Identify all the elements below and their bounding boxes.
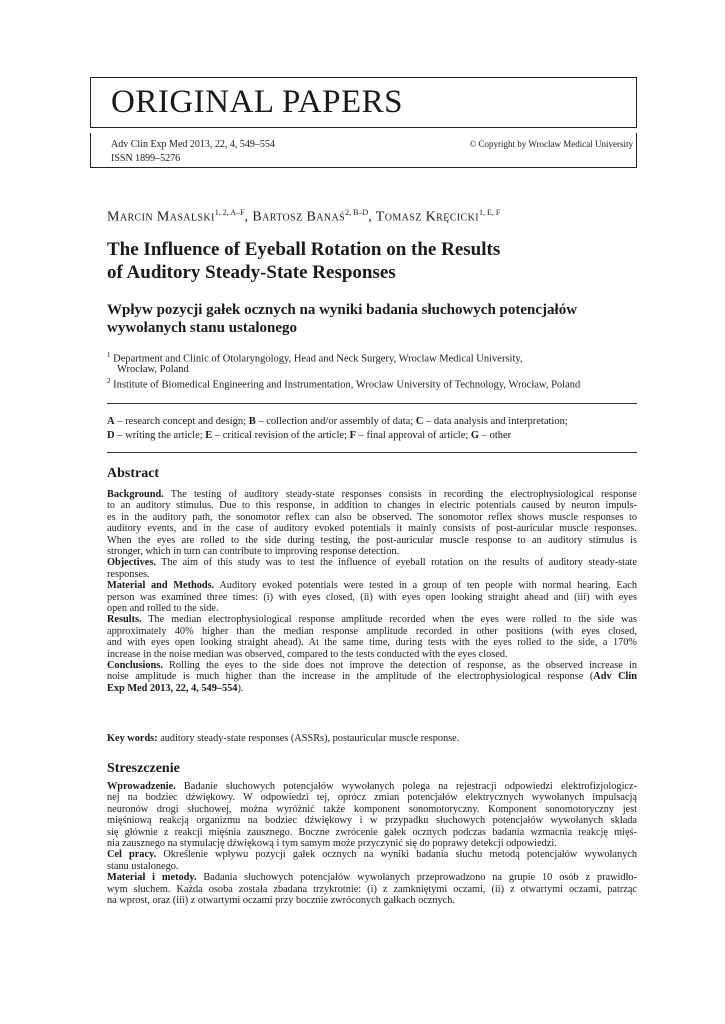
abstract-line [107,683,637,694]
abstract-line [107,592,637,603]
author-name: Tomasz Kręcicki [375,209,479,225]
copyright: © Copyright by Wroclaw Medical University [469,139,633,149]
contribution-text: – collection and/or assembly of data; [255,416,416,427]
contribution-code: E [205,430,213,441]
contribution-text: – research concept and design; [114,416,249,427]
contribution-code: C [415,416,424,427]
contribution-code: B [248,416,256,427]
abstract-text: Rolling the eyes to the side does not improve the detection of response, as the observed increase in [162,660,637,671]
streszczenie-line [107,804,637,815]
affiliation-2-text: Institute of Biomedical Engineering and Instrumentation, Wroclaw University of Technology, Wrocław, Poland [113,379,581,391]
abstract-line [107,546,637,557]
abstract-label: Results. [107,614,142,626]
contribution-text: – critical revision of the article; [212,430,350,441]
affiliation-1 [107,351,523,365]
contribution-code: F [349,430,357,441]
abstract-line [107,626,637,637]
abstract-text: and with eyes open looking straight ahead). At the same time, during tests with the eyes rolled to the side, a 170% [107,637,637,649]
author-sup: 1, E, F [478,208,501,217]
abstract-label: Adv Clin [593,671,637,683]
streszczenie-label: Wprowadzenie. [107,781,176,792]
abstract-label: Conclusions. [107,660,163,671]
streszczenie-text: nej na bodziec dźwiękowy. W odpowiedzi tej, oprócz zmian potencjałów elektrycznych wywołanych impulsacją [107,792,637,804]
streszczenie-line [107,838,637,849]
author-name: Marcin Masalski [107,209,215,225]
contribution-code: A [107,416,115,427]
streszczenie-text: nia zausznego na stymulację dźwiękową i tym samym może przyczynić się do poprawy detekcji odpowiedzi. [107,838,557,849]
abstract-line [107,614,637,625]
divider-bottom [107,452,637,453]
affiliation-1-text: Department and Clinic of Otolaryngology, Head and Neck Surgery, Wroclaw Medical University, [113,353,523,365]
abstract-text: approximately 40% higher than the median response amplitude recorded in other positions (with eyes closed, [107,625,637,637]
abstract-label: Background. [107,489,164,500]
streszczenie-label: Materiał i metody. [107,872,197,884]
contribution-code: D [107,430,115,441]
keywords-label: Key words: [107,733,158,744]
abstract-text: The median electrophysiological response amplitude recorded when the eyes were rolled to the side was [141,614,637,626]
abstract-text: When the eyes are rolled to the side during testing, the post-auricular muscle response to an auditory stimulus is [107,534,637,546]
contribution-text: – final approval of article; [356,430,471,441]
streszczenie-line [107,872,637,883]
streszczenie-line [107,849,637,860]
abstract-text: The aim of this study was to test the influence of eyeball rotation on the results of auditory steady-state [155,557,637,569]
streszczenie-text: na wprost, oraz (iii) z otwartymi oczami przy bocznie zwróconych gałkach ocznych. [107,895,455,906]
abstract-text: The testing of auditory steady-state responses consists in recording the electrophysiological response [163,489,637,500]
streszczenie-line [107,895,637,906]
divider-top [107,403,637,404]
abstract-line [107,603,637,614]
journal-citation [111,139,275,150]
streszczenie-line [107,884,637,895]
abstract-label: Material and Methods. [107,580,215,592]
abstract-line [107,500,637,511]
abstract-text: increase in the noise median was observed, compared to the tests conducted with the eyes closed. [107,648,508,660]
abstract-line [107,660,637,671]
abstract-text: Auditory evoked potentials were tested in a group of ten people with normal hearing. Each [214,580,637,592]
abstract-text: person was examined three times: (i) with eyes closed, (ii) with eyes open looking straight ahead and (iii) with eyes [107,591,637,603]
journal-info-box [90,133,637,168]
streszczenie-text: neuronów drogi słuchowej, można wyróżnić także komponent sonomotoryczny. Komponent sonomotoryczny jest [107,803,637,815]
author-sup: 1, 2, A–F [214,208,245,217]
affiliation-2 [107,377,580,391]
abstract-line [107,569,637,580]
streszczenie-heading: Streszczenie [107,761,180,776]
issn: ISSN 1899–5276 [111,153,181,164]
abstract-label: Exp Med 2013, 22, 4, 549–554 [107,682,238,694]
abstract-text: auditory events, and in the case of auditory evoked potentials it mainly consists of post-auricular muscle responses. [107,523,637,535]
abstract-label: Objectives. [107,557,156,569]
abstract-text: noise amplitude is much higher than the increase in the amplitude of the electrophysiological response ( [107,671,594,683]
abstract-line [107,512,637,523]
contribution-text: – writing the article; [114,430,206,441]
title-en-line-2: of Auditory Steady-State Responses [107,262,396,283]
abstract-line [107,671,637,682]
abstract-line [107,580,637,591]
affiliation-1-cont: Wrocław, Poland [117,364,189,375]
streszczenie-line [107,792,637,803]
abstract-line [107,649,637,660]
journal-citation-text: Adv Clin Exp Med 2013, 22, 4, 549–554 [111,139,275,150]
abstract-line [107,489,637,500]
streszczenie-label: Cel pracy. [107,849,157,861]
author-separator: , [368,209,376,225]
title-pl-line-1: Wpływ pozycji gałek ocznych na wyniki badania słuchowych potencjałów [107,302,578,318]
streszczenie-line [107,781,637,792]
streszczenie-line [107,827,637,838]
abstract-text: es in the auditory path, the sonomotor reflex can also be observed. The sonomotor reflex shows muscle responses to [107,511,637,523]
abstract-line [107,557,637,568]
streszczenie-line [107,861,637,872]
affiliation-2-sup: 2 [107,377,111,385]
affiliation-1-sup: 1 [107,351,111,359]
abstract-text: to an auditory stimulus. Due to this response, in addition to changes in electric potentials caused by neuron impuls- [107,500,637,512]
streszczenie-text: stanu ustalonego. [107,860,179,872]
contribution-text: – data analysis and interpretation; [423,416,568,427]
contribution-text: – other [479,430,512,441]
author-sup: 2, B–D [345,208,369,217]
abstract-text: responses. [107,568,150,580]
streszczenie-text: Badanie słuchowych potencjałów wywołanych polega na rejestracji odpowiedzi elektrofizjologicz- [175,781,637,792]
title-pl-line-2: wywołanych stanu ustalonego [107,320,298,336]
section-header-box [90,77,637,128]
streszczenie-line [107,815,637,826]
keywords-text: auditory steady-state responses (ASSRs), postauricular muscle response. [157,733,460,744]
streszczenie-text: Badania słuchowych potencjałów wywołanych przeprowadzono na grupie 10 osób z prawidło- [196,872,638,884]
streszczenie-text: mięśniową reakcją organizmu na bodziec dźwiękowy i w przypadku słuchowych potencjałów wywołanych składa [107,815,637,827]
section-title: ORIGINAL PAPERS [111,84,404,120]
author-separator: , [244,209,253,225]
title-en-line-1: The Influence of Eyeball Rotation on the Results [107,239,501,260]
abstract-line [107,637,637,648]
abstract-line [107,523,637,534]
streszczenie-text: wym słuchem. Każda osoba została zbadana trzykrotnie: (i) z zamkniętymi oczami, (ii) z otwartymi oczami, patrząc [107,883,637,895]
contributions-line-1 [107,416,568,427]
keywords [107,733,637,744]
abstract-text: stronger, which in turn can contribute to improving response detection. [107,546,400,557]
author-list [107,208,500,226]
streszczenie-text: się głównie z reakcji mięśnia zausznego. Boczne zwrócenie gałek ocznych podczas badania wzmacnia reakcję mięś- [107,826,637,838]
contributions-line-2 [107,430,511,441]
streszczenie-text: Określenie wpływu pozycji gałek ocznych na wyniki badania słuchu metodą potencjałów wywołanych [156,849,637,861]
author-name: Bartosz Banaś [252,209,346,225]
abstract-line [107,535,637,546]
abstract-heading: Abstract [107,466,160,481]
abstract-text: open and rolled to the side. [107,603,219,614]
contribution-code: G [470,430,480,441]
abstract-text: ). [237,682,244,694]
